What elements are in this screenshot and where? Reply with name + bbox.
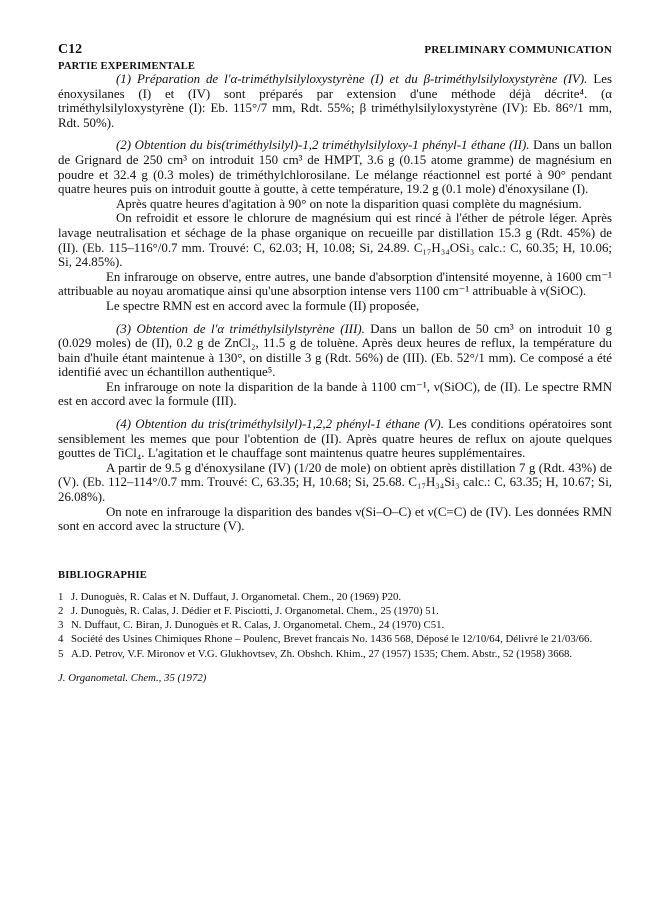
paragraph-3: Après quatre heures d'agitation à 90° on note la disparition quasi complète du magnésium. [116, 196, 582, 211]
paragraph-11: On note en infrarouge la disparition des bandes ν(Si–O–C) et ν(C=C) de (IV). Les données RMN sont en accord avec la structure (V). [58, 504, 612, 534]
running-title: PRELIMINARY COMMUNICATION [424, 44, 612, 56]
section-title: PARTIE EXPERIMENTALE [58, 61, 196, 72]
paragraph-5: En infrarouge on observe, entre autres, une bande d'absorption d'intensité moyenne, à 1600 cm⁻¹ attribuable au noyau aromatique ainsi qu'une absorption intense vers 1100 cm⁻¹ attribuable à ν(SiOC). [58, 269, 612, 299]
subsection-heading: (4) Obtention du tris(triméthylsilyl)-1,2,2 phényl-1 éthane (V). [116, 417, 444, 432]
paragraph-2: (2) Obtention du bis(triméthylsilyl)-1,2 triméthylsilyloxy-1 phényl-1 éthane (II). Dans un ballon de Grignard de 250 cm³ on introduit 150 cm³ de HMPT, 3.6 g (0.15 atome gramme) de magnésium en poudre et 32.4 g (0.3 moles) de triméthylchlorosilane. Le mélange réactionnel est porté à 90° pendant quatre heures puis on introduit goutte à goutte, à cette température, 19.2 g (0.1 mole) d'énoxysilane (I). [58, 138, 612, 197]
paragraph-4: On refroidit et essore le chlorure de magnésium qui est rincé à l'éther de pétrole léger. Après lavage neutralisation et séchage de la phase organique on recueille par distillation 15.3 g (Rdt. 45%) de (II). (Eb. 115–116°/0.7 mm. Trouvé: C, 62.03; H, 10.08; Si, 24.89. C₁₇H₃₄OSi₃ calc.: C, 60.35; H, 10.06; Si, 24.85%). [58, 211, 612, 270]
bibliography-title: BIBLIOGRAPHIE [58, 569, 147, 581]
subsection-heading: (3) Obtention de l'α triméthylsilylstyrène (III). [116, 321, 365, 336]
paragraph-7: (3) Obtention de l'α triméthylsilylstyrène (III). Dans un ballon de 50 cm³ on introduit 10 g (0.029 moles) de (II), 0.2 g de ZnCl₂, 11.5 g de toluène. Après deux heures de reflux, la température du bain d'huile étant maintenue à 130°, on distille 3 g (Rdt. 56%) de (III). (Eb. 52°/1 mm). Ce composé a été identifié avec un échantillon authentique⁵. [58, 321, 612, 380]
journal-footer: J. Organometal. Chem., 35 (1972) [58, 671, 207, 684]
reference-item: 2 J. Dunoguès, R. Calas, J. Dédier et F. Pisciotti, J. Organometal. Chem., 25 (1970) 51. [58, 605, 439, 618]
reference-item: 5 A.D. Petrov, V.F. Mironov et V.G. Glukhovtsev, Zh. Obshch. Khim., 27 (1957) 1535; Chem. Abstr., 52 (1958) 3668. [58, 647, 573, 660]
paragraph-10: A partir de 9.5 g d'énoxysilane (IV) (1/20 de mole) on obtient après distillation 7 g (Rdt. 43%) de (V). (Eb. 112–114°/0.7 mm. Trouvé: C, 63.35; H, 10.68; Si, 25.68. C₁₇H₃₄Si₃ calc.: C, 63.35; H, 10.67; Si, 26.08%). [58, 460, 612, 505]
reference-item: 3 N. Duffaut, C. Biran, J. Dunoguès et R. Calas, J. Organometal. Chem., 24 (1970) C51. [58, 619, 445, 632]
page-number: C12 [58, 42, 83, 57]
reference-item: 1 J. Dunoguès, R. Calas et N. Duffaut, J. Organometal. Chem., 20 (1969) P20. [58, 590, 402, 603]
reference-list [58, 591, 612, 660]
subsection-heading: (2) Obtention du bis(triméthylsilyl)-1,2 triméthylsilyloxy-1 phényl-1 éthane (II). [116, 138, 530, 153]
reference-item: 4 Société des Usines Chimiques Rhone – Poulenc, Brevet francais No. 1436 568, Déposé le 12/10/64, Délivré le 21/03/66. [58, 633, 593, 646]
paragraph-6: Le spectre RMN est en accord avec la formule (II) proposée, [106, 298, 420, 313]
page [58, 42, 612, 684]
paragraph-8: En infrarouge on note la disparition de la bande à 1100 cm⁻¹, ν(SiOC), de (II). Le spectre RMN est en accord avec la formule (III). [58, 379, 612, 409]
body-text [58, 72, 612, 534]
running-header [58, 42, 612, 58]
paragraph-9: (4) Obtention du tris(triméthylsilyl)-1,2,2 phényl-1 éthane (V). Les conditions opératoires sont sensiblement les memes que pour l'obtention de (II). Après quatre heures de reflux on ajoute quelques gouttes de TiCl₄. L'agitation et le chauffage sont maintenus quatre heures supplémentaires. [58, 417, 612, 461]
paragraph-1: (1) Préparation de l'α-triméthylsilyloxystyrène (I) et du β-triméthylsilyloxystyrène (IV). Les énoxysilanes (I) et (IV) sont préparés par extension d'une méthode déjà décrite⁴. (α triméthylsilyloxystyrène (I): Eb. 115°/7 mm, Rdt. 55%; β triméthylsilyloxystyrène (IV): Eb. 86°/1 mm, Rdt. 50%). [58, 72, 612, 130]
subsection-heading: (1) Préparation de l'α-triméthylsilyloxystyrène (I) et du β-triméthylsilyloxystyrène (IV). [116, 72, 588, 86]
